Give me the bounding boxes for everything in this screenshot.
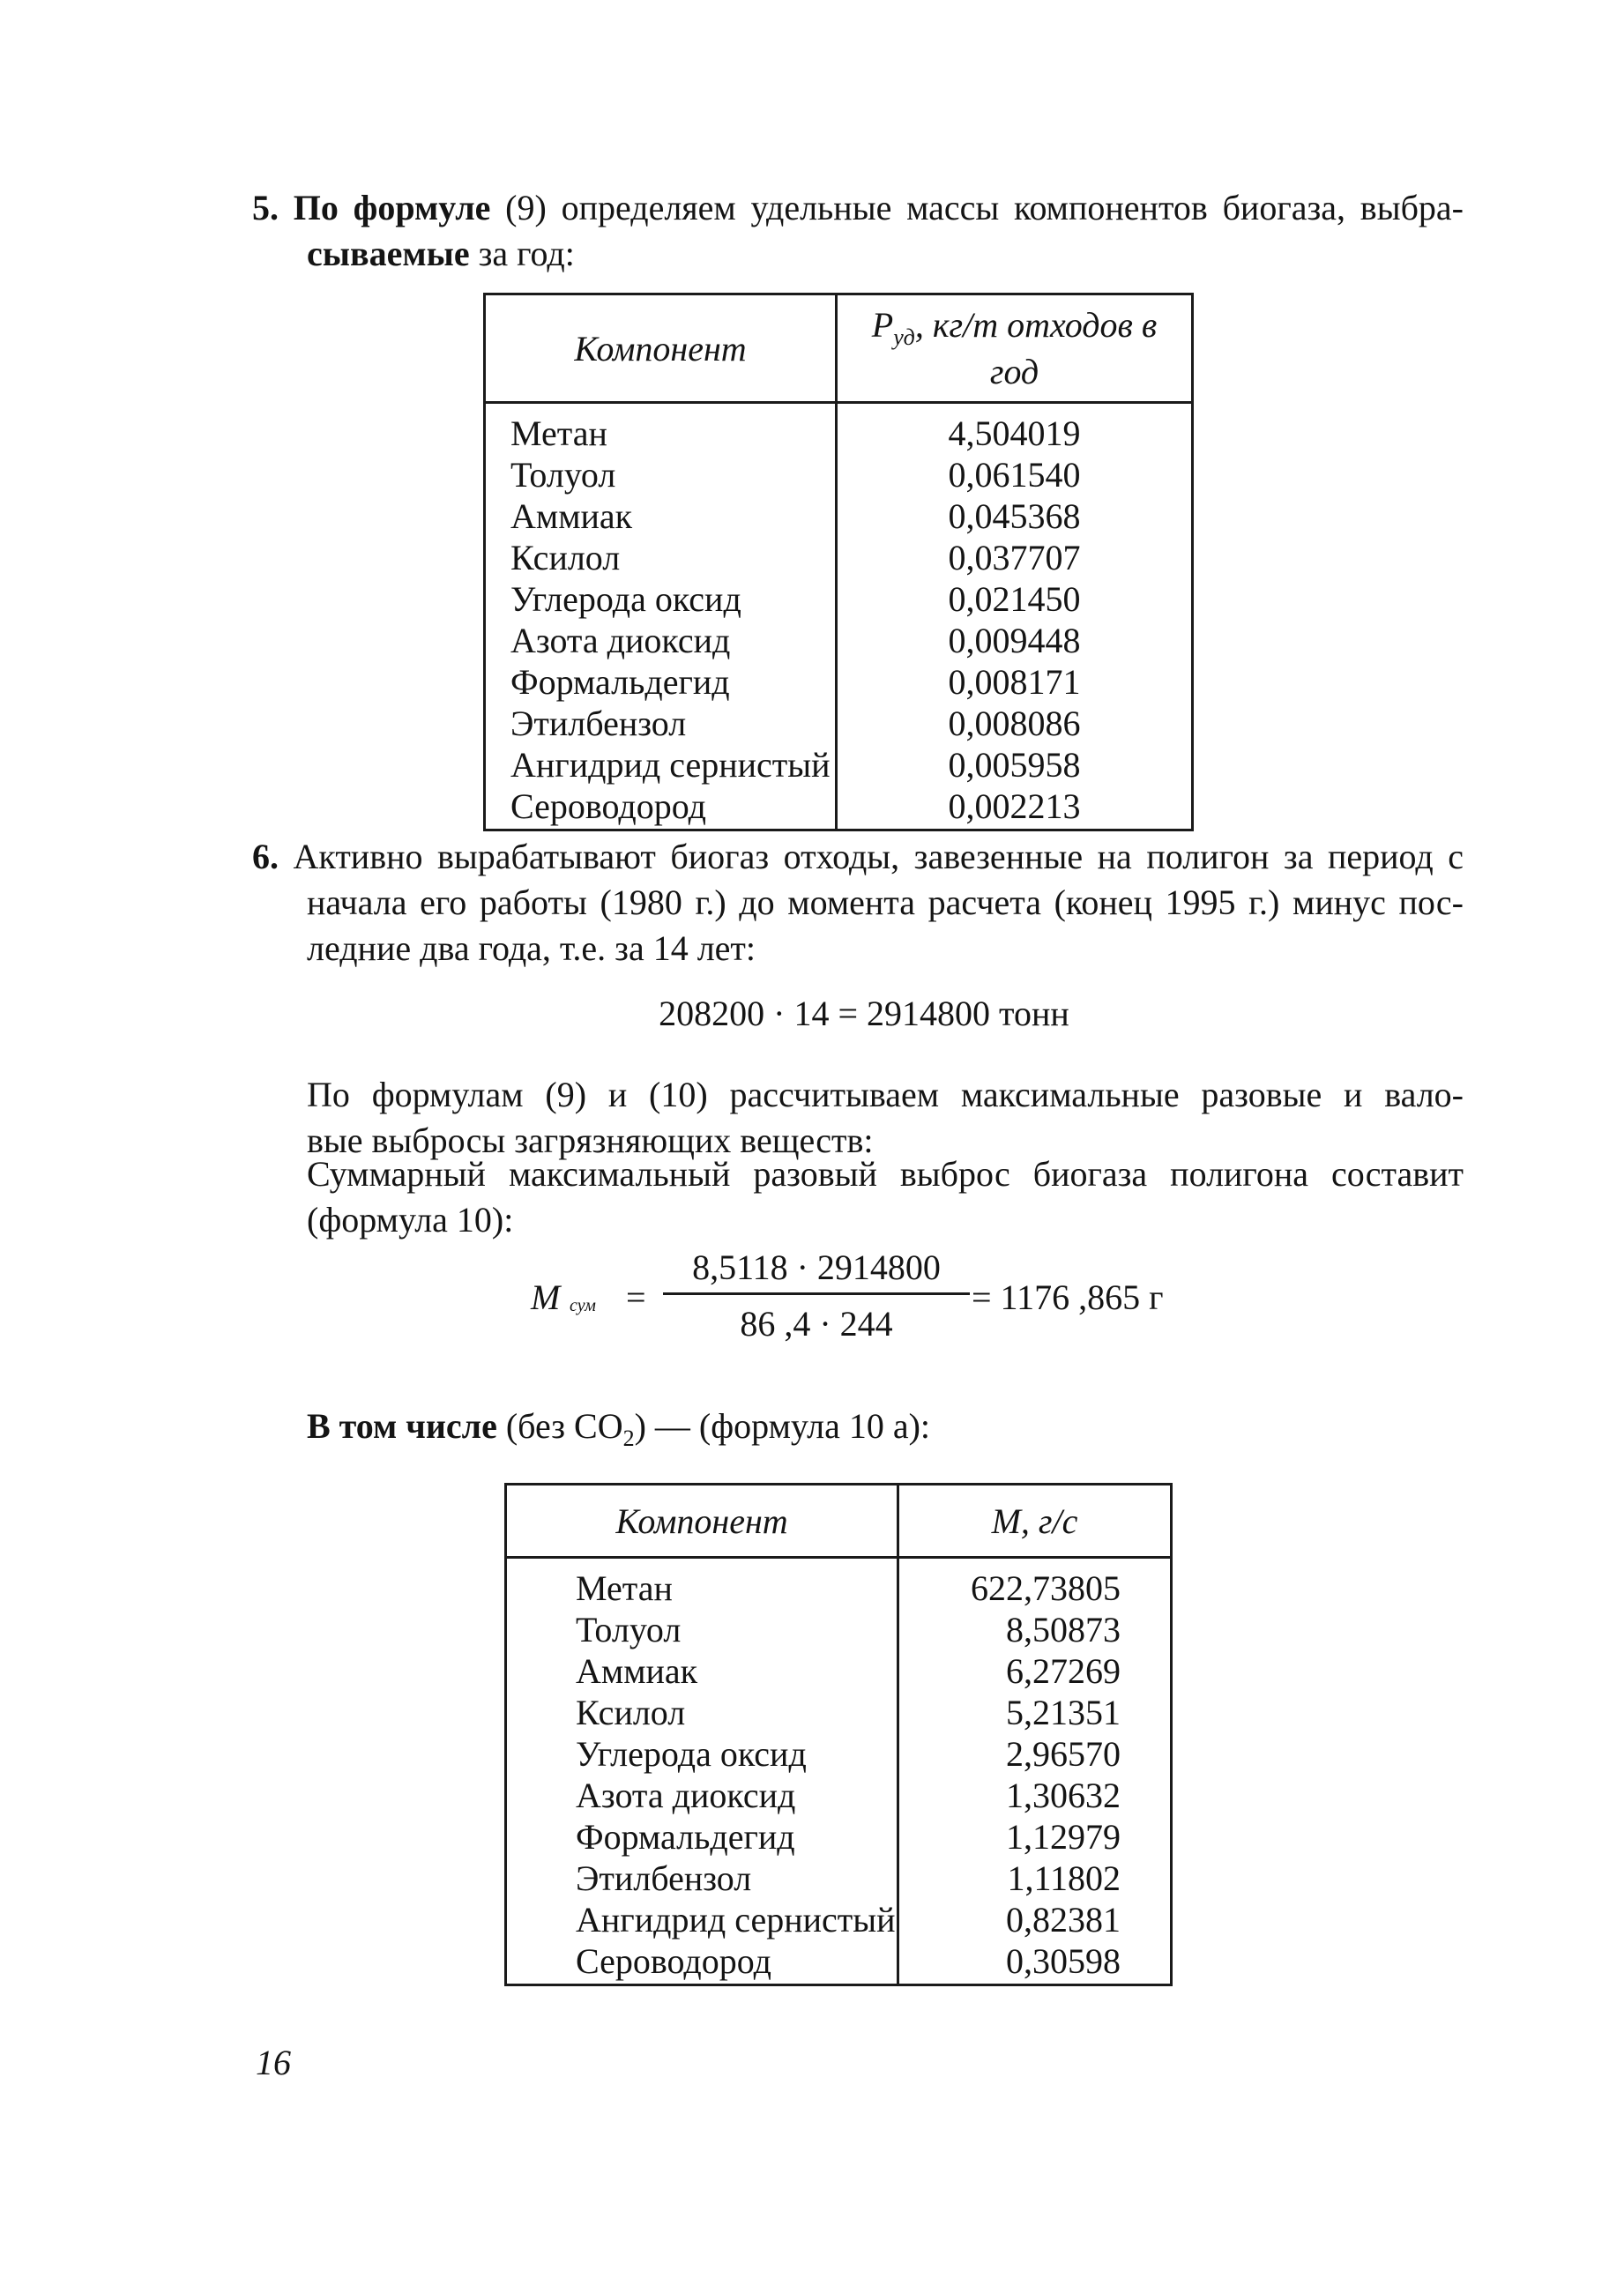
table-row <box>506 1775 1172 1816</box>
table-1-header-rest: , кг/т отходов в год <box>914 305 1158 391</box>
formula-denominator: 86 ,4 · 244 <box>740 1304 893 1344</box>
section-5-number: 5. <box>252 188 279 227</box>
section-6-number: 6. <box>252 837 279 876</box>
component-value: 2,96570 <box>898 1733 1172 1775</box>
including-line <box>307 1404 930 1462</box>
table-row <box>506 1899 1172 1940</box>
component-name: Ксилол <box>485 537 837 578</box>
component-value: 0,002213 <box>837 786 1193 830</box>
including-rest-after: ) — (формула 10 а): <box>634 1406 931 1446</box>
section-5-line-2-bold: сываемые <box>307 234 470 273</box>
section-6-line-3: ледние два года, т.е. за 14 лет: <box>307 928 756 968</box>
component-value: 622,73805 <box>898 1558 1172 1610</box>
fraction-bar <box>663 1292 970 1295</box>
table-row <box>506 1940 1172 1985</box>
component-name: Толуол <box>485 454 837 495</box>
component-name: Ангидрид сернистый <box>485 744 837 786</box>
component-name: Формальдегид <box>506 1816 898 1858</box>
component-name: Сероводород <box>485 786 837 830</box>
section-6 <box>252 834 1464 972</box>
table-1-header-value <box>837 294 1193 403</box>
component-name: Аммиак <box>485 495 837 537</box>
paragraph-2-line-1: По формулам (9) и (10) рассчитываем максимальные разовые и вало- <box>307 1075 1464 1114</box>
section-6-line-2: начала его работы (1980 г.) до момента расчета (конец 1995 г.) минус пос- <box>307 882 1464 922</box>
including-bold: В том числе <box>307 1406 497 1446</box>
paragraph-formulas-9-10 <box>307 1072 1464 1164</box>
component-value: 1,11802 <box>898 1858 1172 1899</box>
table-row <box>506 1692 1172 1733</box>
component-name: Азота диоксид <box>506 1775 898 1816</box>
page-number: 16 <box>256 2043 291 2082</box>
component-name: Формальдегид <box>485 661 837 703</box>
component-value: 0,82381 <box>898 1899 1172 1940</box>
component-name: Толуол <box>506 1609 898 1650</box>
section-5-lead: По формуле <box>293 188 491 227</box>
table-1-header-sub: уд <box>893 324 915 350</box>
component-name: Метан <box>506 1558 898 1610</box>
section-5 <box>252 185 1464 277</box>
component-value: 8,50873 <box>898 1609 1172 1650</box>
component-name: Этилбензол <box>506 1858 898 1899</box>
table-row <box>485 495 1193 537</box>
table-1-header-row <box>485 294 1193 403</box>
component-value: 1,12979 <box>898 1816 1172 1858</box>
component-value: 6,27269 <box>898 1650 1172 1692</box>
component-name: Сероводород <box>506 1940 898 1985</box>
table-row <box>485 403 1193 455</box>
paragraph-3-line-2: (формула 10): <box>307 1200 514 1240</box>
section-5-line-1-rest: (9) определяем удельные массы компонентов биогаза, выбра- <box>490 188 1464 227</box>
component-name: Аммиак <box>506 1650 898 1692</box>
table-2-header-value: M, г/с <box>898 1485 1172 1558</box>
component-value: 0,045368 <box>837 495 1193 537</box>
formula-numerator: 8,5118 · 2914800 <box>692 1247 941 1287</box>
table-row <box>506 1858 1172 1899</box>
calculation-line: 208200 · 14 = 2914800 тонн <box>659 994 1069 1033</box>
table-2-header-row <box>506 1485 1172 1558</box>
table-row <box>485 744 1193 786</box>
table-row <box>485 786 1193 830</box>
table-row <box>485 661 1193 703</box>
component-value: 0,008171 <box>837 661 1193 703</box>
component-value: 0,009448 <box>837 620 1193 661</box>
paragraph-2-line-2: вые выбросы загрязняющих веществ: <box>307 1121 874 1160</box>
table-specific-mass <box>483 293 1194 831</box>
table-row <box>506 1816 1172 1858</box>
formula-eq: = <box>626 1277 646 1317</box>
formula-lhs-sub: сум <box>570 1296 596 1315</box>
section-5-line-1 <box>252 185 1464 231</box>
table-row <box>485 620 1193 661</box>
section-6-line-1 <box>252 834 1464 880</box>
table-row <box>485 703 1193 744</box>
component-value: 1,30632 <box>898 1775 1172 1816</box>
table-1-header-component: Компонент <box>485 294 837 403</box>
paragraph-3-line-1: Суммарный максимальный разовый выброс биогаза полигона составит <box>307 1154 1464 1194</box>
table-row <box>506 1558 1172 1610</box>
component-value: 0,021450 <box>837 578 1193 620</box>
table-row <box>506 1609 1172 1650</box>
table-row <box>485 454 1193 495</box>
including-rest-before: (без CO <box>496 1406 623 1446</box>
component-name: Азота диоксид <box>485 620 837 661</box>
component-name: Ангидрид сернистый <box>506 1899 898 1940</box>
including-sub: 2 <box>622 1426 635 1451</box>
component-value: 5,21351 <box>898 1692 1172 1733</box>
component-name: Метан <box>485 403 837 455</box>
table-2-header-component: Компонент <box>506 1485 898 1558</box>
table-row <box>506 1650 1172 1692</box>
component-value: 0,30598 <box>898 1940 1172 1985</box>
component-value: 4,504019 <box>837 403 1193 455</box>
component-name: Этилбензол <box>485 703 837 744</box>
table-row <box>485 578 1193 620</box>
component-name: Углерода оксид <box>506 1733 898 1775</box>
table-max-emission <box>504 1483 1173 1986</box>
component-value: 0,037707 <box>837 537 1193 578</box>
formula-result: = 1176 ,865 г <box>972 1277 1164 1317</box>
component-value: 0,005958 <box>837 744 1193 786</box>
component-name: Углерода оксид <box>485 578 837 620</box>
component-value: 0,008086 <box>837 703 1193 744</box>
formula-lhs: M <box>531 1277 561 1317</box>
component-name: Ксилол <box>506 1692 898 1733</box>
table-row <box>485 537 1193 578</box>
section-5-line-2-rest: за год: <box>469 234 575 273</box>
table-1-header-symbol: P <box>871 305 894 345</box>
section-6-line-1-text: Активно вырабатывают биогаз отходы, завезенные на полигон за период с <box>293 837 1464 876</box>
paragraph-total-emission <box>307 1151 1464 1243</box>
component-value: 0,061540 <box>837 454 1193 495</box>
table-row <box>506 1733 1172 1775</box>
section-5-line-2 <box>252 231 1464 277</box>
